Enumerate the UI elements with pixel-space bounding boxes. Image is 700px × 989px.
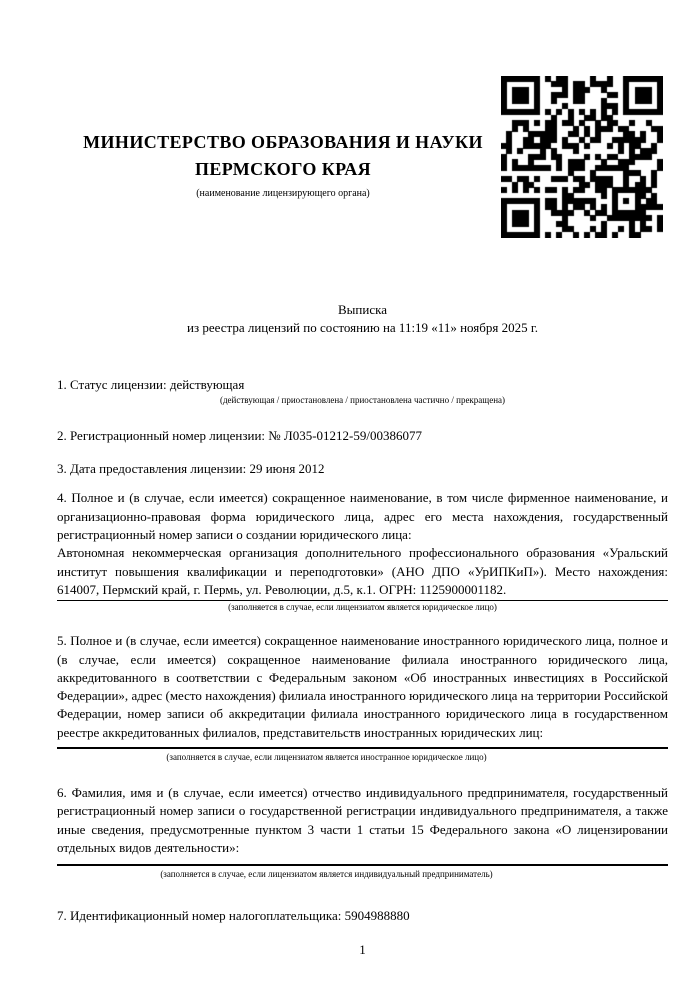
document-body [57,0,668,959]
page-number: 1 [359,941,366,957]
foreign-entity-caption: (заполняется в случае, если лицензиатом является иностранное юридическое лицо) [166,752,487,763]
document-title-line2: из реестра лицензий по состоянию на 11:19 «11» ноября 2025 г. [187,320,538,336]
foreign-entity-item [57,632,668,763]
ministry-name-line2: ПЕРМСКОГО КРАЯ [194,159,372,179]
ministry-caption: (наименование лицензирующего органа) [196,188,370,199]
license-status-item [57,376,668,406]
legal-entity-value: Автономная некоммерческая организация дополнительного профессионального образования «Уральский институт повышения квалификации и переподготовки» (АНО ДПО «УрИПКиП»). Место нахождения: 614007, Пермский край, г. Пермь, ул. Революции, д.5, к.1. ОГРН: 1125900001182. [57,544,668,601]
registration-number-item: 2. Регистрационный номер лицензии: № Л035-01212-59/00386077 [57,427,423,443]
legal-entity-item [57,489,668,613]
license-date-item: 3. Дата предоставления лицензии: 29 июня 2012 [57,461,325,477]
license-status-caption: (действующая / приостановлена / приостановлена частично / прекращена) [219,394,506,405]
foreign-entity-blank-line [57,747,668,749]
individual-entrepreneur-blank-line [57,864,668,866]
ministry-name-line1: МИНИСТЕРСТВО ОБРАЗОВАНИЯ И НАУКИ [83,132,483,152]
document-title-line1: Выписка [338,302,387,317]
individual-entrepreneur-caption: (заполняется в случае, если лицензиатом является индивидуальный предприниматель) [160,869,493,880]
document-title [57,301,668,338]
license-status-text: 1. Статус лицензии: действующая [57,376,245,392]
legal-entity-caption: (заполняется в случае, если лицензиатом является юридическое лицо) [228,602,497,613]
taxpayer-number-item: 7. Идентификационный номер налогоплательщика: 5904988880 [57,908,410,924]
foreign-entity-question: 5. Полное и (в случае, если имеется) сокращенное наименование иностранного юридического лица, полное и (в случае, если имеется) сокращенное наименование филиала иностранного юридического лица, аккредитованного в соответствии с Федеральным законом «Об иностранных инвестициях в Российской Федерации», адрес (место нахождения) филиала иностранного юридического лица на территории Российской Федерации, номер записи об аккредитации филиала иностранного юридического лица в государственном реестре аккредитованных филиалов, представительств иностранных юридических лиц: [57,633,668,740]
individual-entrepreneur-item [57,784,668,880]
individual-entrepreneur-question: 6. Фамилия, имя и (в случае, если имеется) отчество индивидуального предпринимателя, государственный регистрационный номер записи о государственной регистрации индивидуального предпринимателя, а также иные сведения, предусмотренные пунктом 3 части 1 статьи 15 Федерального закона «О лицензировании отдельных видов деятельности»: [57,785,668,855]
legal-entity-question: 4. Полное и (в случае, если имеется) сокращенное наименование, в том числе фирменное наименование, и организационно-правовая форма юридического лица, адрес его места нахождения, государственный регистрационный номер записи о создании юридического лица: [57,490,668,543]
